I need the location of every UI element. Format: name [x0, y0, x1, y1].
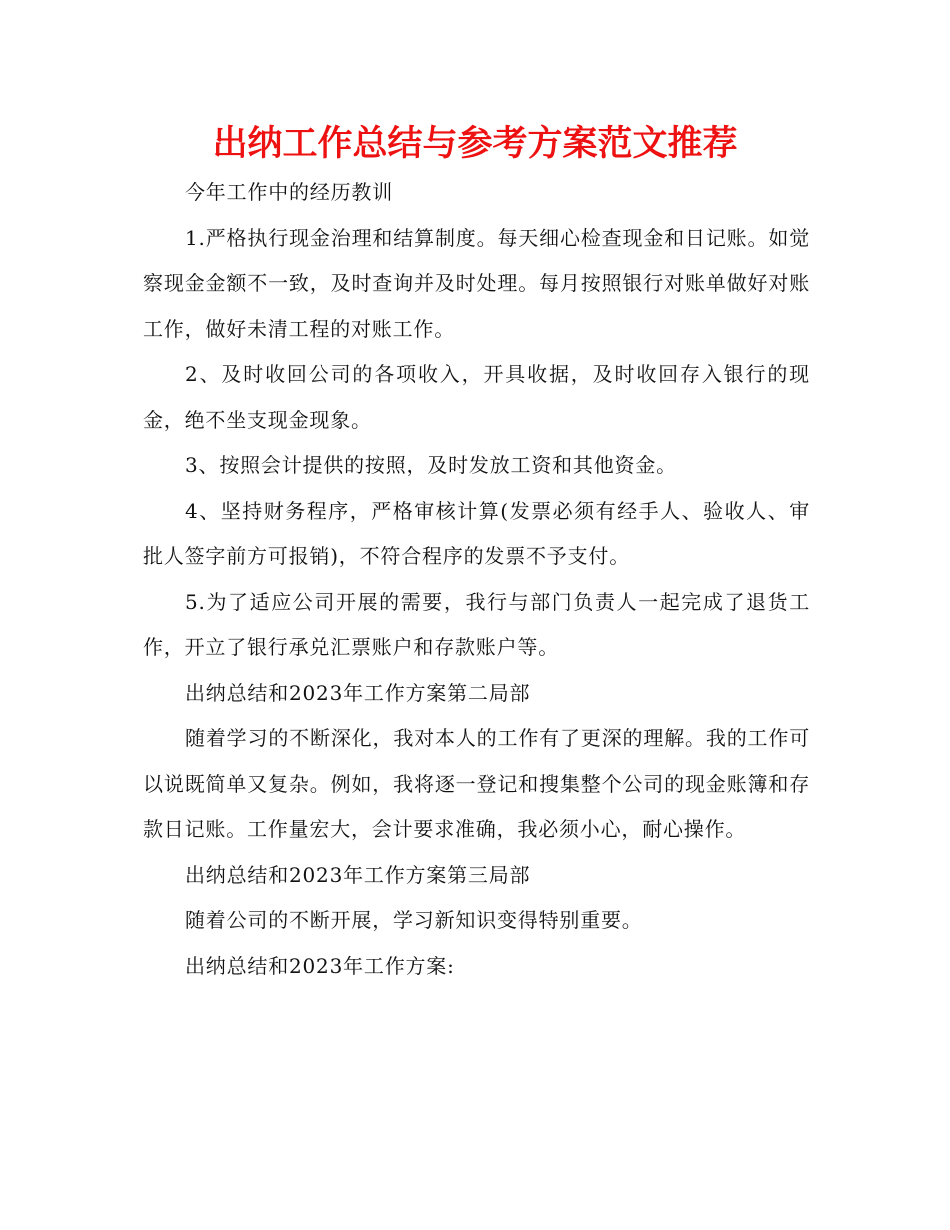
- paragraph-item-4: 4、坚持财务程序，严格审核计算(发票必须有经手人、验收人、审批人签字前方可报销)，不符合程序的发票不予支付。: [143, 498, 810, 568]
- paragraph-part-three-body: 随着公司的不断开展，学习新知识变得特别重要。: [185, 908, 643, 932]
- section-heading-plan: 出纳总结和2023年工作方案:: [185, 953, 455, 978]
- paragraph-part-two-body: 随着学习的不断深化，我对本人的工作有了更深的理解。我的工作可以说既简单又复杂。例如，我将逐一登记和搜集整个公司的现金账簿和存款日记账。工作量宏大，会计要求准确，我必须小心，耐心操作。: [143, 726, 810, 841]
- paragraph-item-2: 2、及时收回公司的各项收入，开具收据，及时收回存入银行的现金，绝不坐支现金现象。: [143, 362, 810, 432]
- paragraph-item-1: 1.严格执行现金治理和结算制度。每天细心检查现金和日记账。如觉察现金金额不一致，及时查询并及时处理。每月按照银行对账单做好对账工作，做好未清工程的对账工作。: [143, 225, 810, 341]
- document-title: 出纳工作总结与参考方案范文推荐: [212, 124, 738, 164]
- paragraph-lessons-heading: 今年工作中的经历教训: [185, 180, 393, 204]
- section-heading-part-two: 出纳总结和2023年工作方案第二局部: [185, 680, 531, 705]
- paragraph-item-5: 5.为了适应公司开展的需要，我行与部门负责人一起完成了退货工作，开立了银行承兑汇票账户和存款账户等。: [143, 589, 810, 659]
- document-body: [143, 170, 810, 989]
- paragraph-item-3: 3、按照会计提供的按照，及时发放工资和其他资金。: [185, 453, 677, 477]
- section-heading-part-three: 出纳总结和2023年工作方案第三局部: [185, 862, 531, 887]
